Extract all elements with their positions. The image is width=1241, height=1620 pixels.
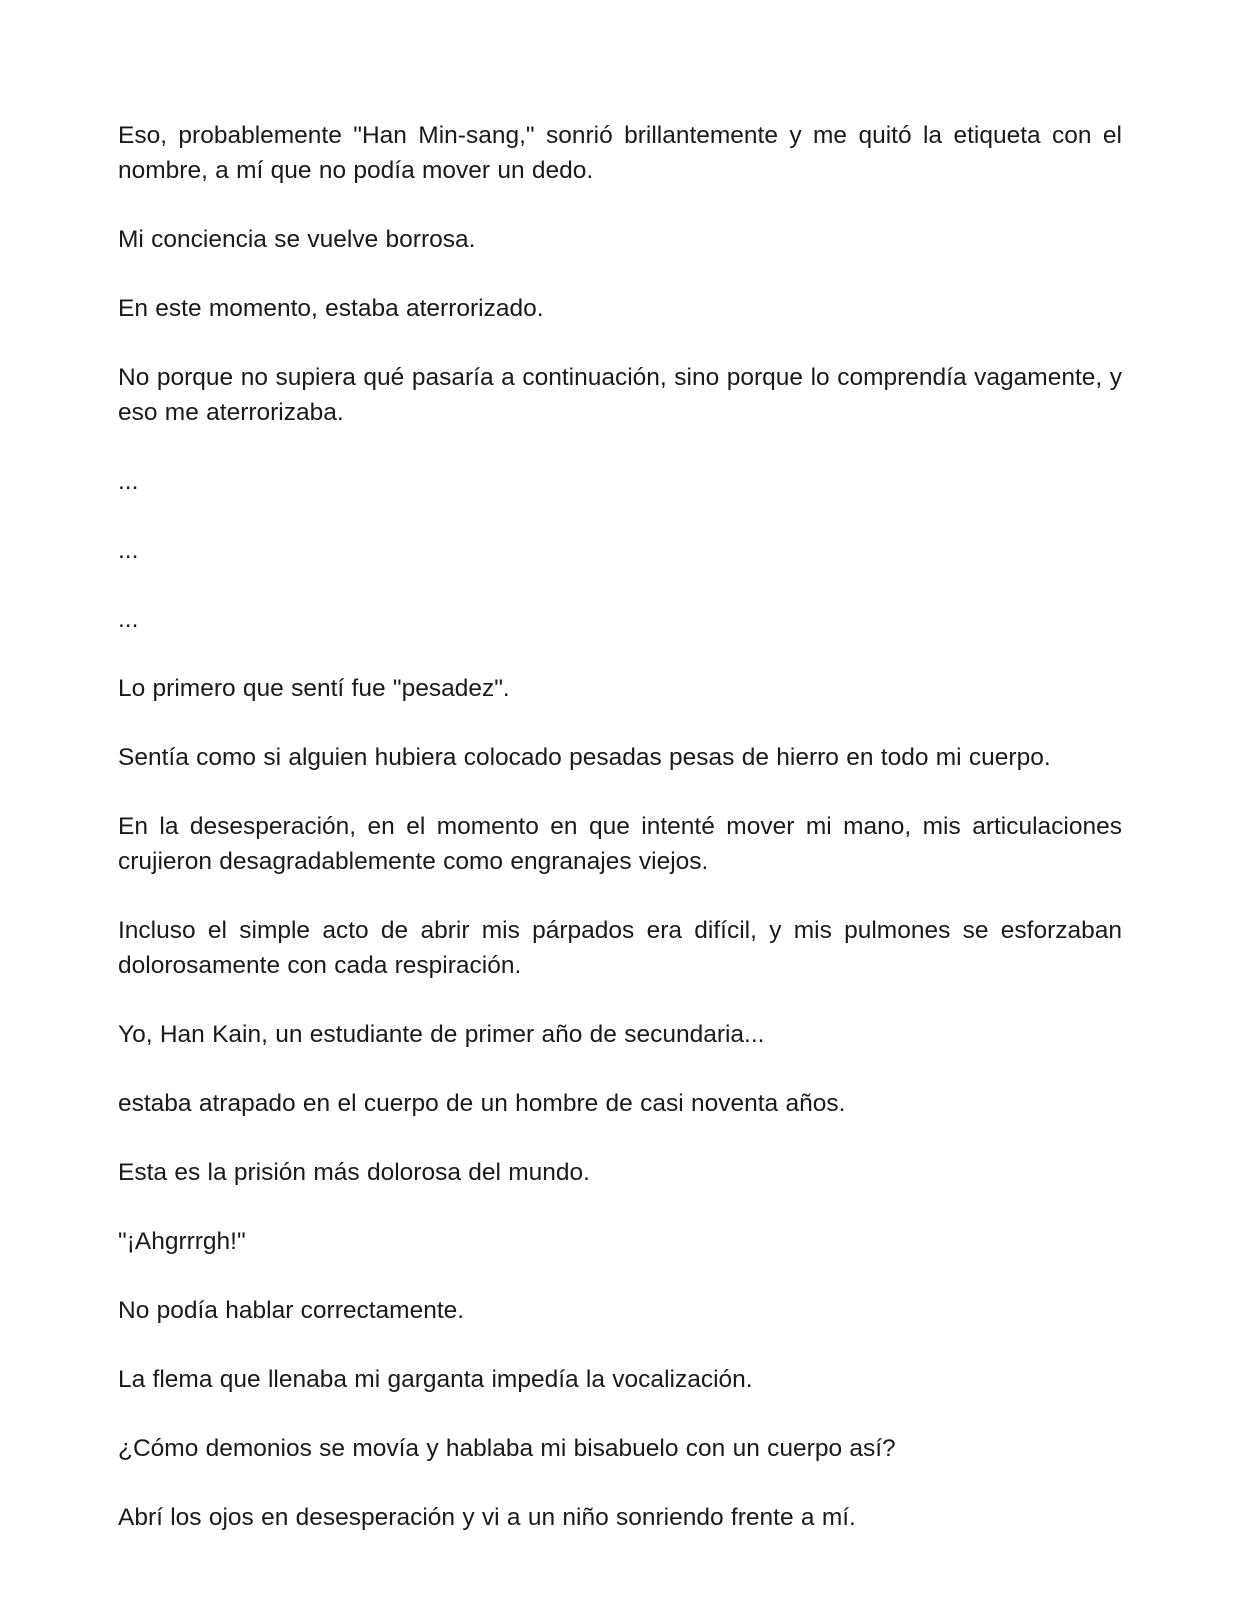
ellipsis-line: ... (118, 468, 139, 495)
document-body (118, 118, 1122, 1569)
paragraph: ¿Cómo demonios se movía y hablaba mi bisabuelo con un cuerpo así? (118, 1435, 896, 1462)
paragraph: Lo primero que sentí fue "pesadez". (118, 675, 510, 702)
paragraph: Mi conciencia se vuelve borrosa. (118, 226, 476, 253)
paragraph: Abrí los ojos en desesperación y vi a un niño sonriendo frente a mí. (118, 1504, 856, 1531)
paragraph: Incluso el simple acto de abrir mis párpados era difícil, y mis pulmones se esforzaban dolorosamente con cada respiración. (118, 917, 1122, 979)
paragraph: Yo, Han Kain, un estudiante de primer año de secundaria... (118, 1021, 765, 1048)
paragraph: No porque no supiera qué pasaría a continuación, sino porque lo comprendía vagamente, y eso me aterrorizaba. (118, 364, 1122, 426)
paragraph: Eso, probablemente "Han Min-sang," sonrió brillantemente y me quitó la etiqueta con el nombre, a mí que no podía mover un dedo. (118, 122, 1122, 184)
paragraph: Esta es la prisión más dolorosa del mundo. (118, 1159, 590, 1186)
dialogue-line: "¡Ahgrrrgh!" (118, 1228, 246, 1255)
paragraph: No podía hablar correctamente. (118, 1297, 465, 1324)
paragraph: Sentía como si alguien hubiera colocado pesadas pesas de hierro en todo mi cuerpo. (118, 744, 1051, 771)
ellipsis-line: ... (118, 606, 139, 633)
paragraph: La flema que llenaba mi garganta impedía la vocalización. (118, 1366, 753, 1393)
paragraph: En este momento, estaba aterrorizado. (118, 295, 544, 322)
paragraph: estaba atrapado en el cuerpo de un hombre de casi noventa años. (118, 1090, 846, 1117)
paragraph: En la desesperación, en el momento en que intenté mover mi mano, mis articulaciones crujieron desagradablemente como engranajes viejos. (118, 813, 1122, 875)
ellipsis-line: ... (118, 537, 139, 564)
